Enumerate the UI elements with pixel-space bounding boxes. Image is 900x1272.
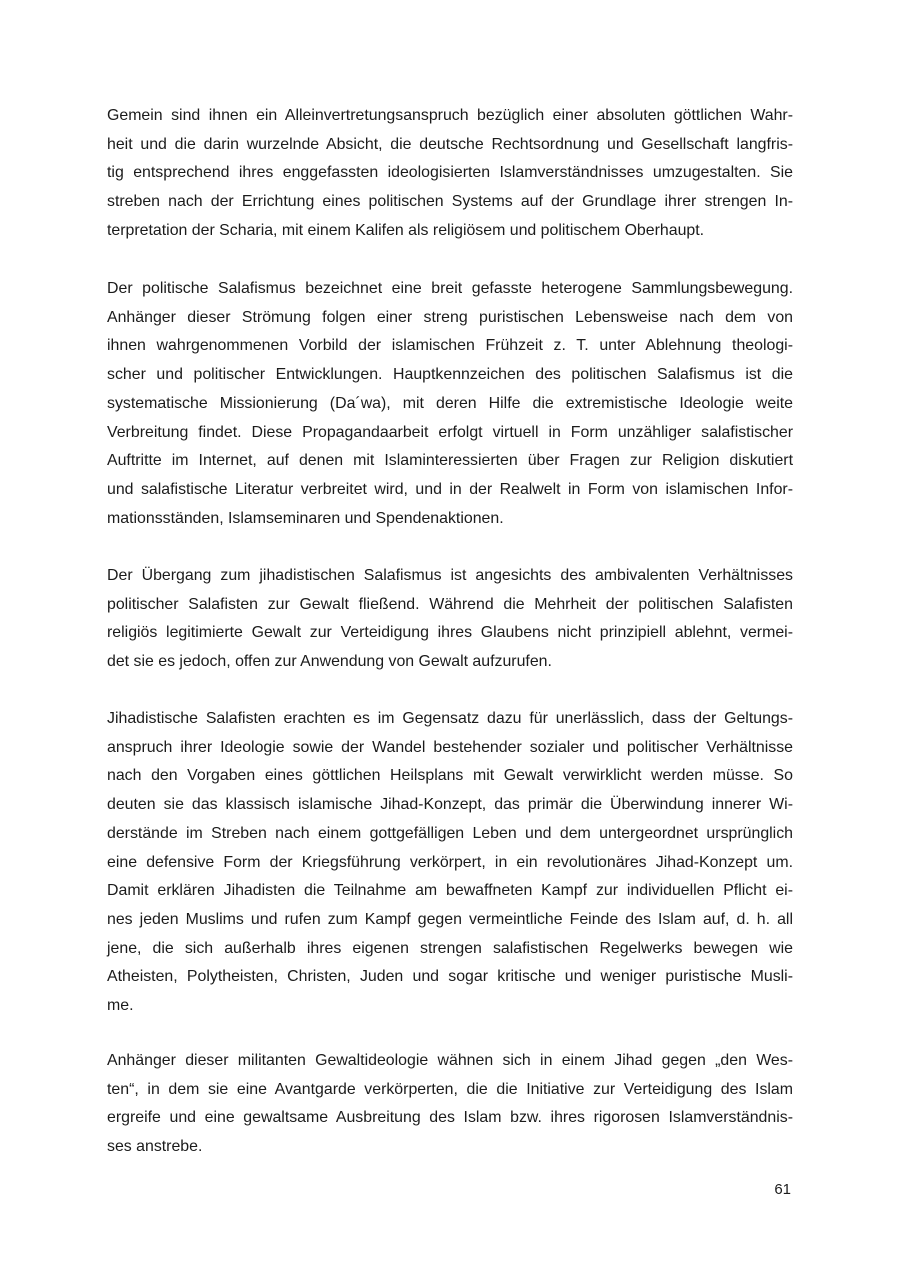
text-line: Jihadistische Salafisten erachten es im Gegensatz dazu für unerlässlich, dass der Geltungs- <box>107 710 793 727</box>
text-line: Auftritte im Internet, auf denen mit Islaminteressierten über Fragen zur Religion diskutiert <box>107 452 793 470</box>
text-line: Anhänger dieser Strömung folgen einer streng puristischen Lebensweise nach dem von <box>107 308 793 326</box>
text-line: religiös legitimierte Gewalt zur Verteidigung ihres Glaubens nicht prinzipiell ablehnt, vermei- <box>107 624 793 642</box>
text-line: ten“, in dem sie eine Avantgarde verkörperten, die die Initiative zur Verteidigung des Islam <box>107 1080 793 1098</box>
text-line: heit und die darin wurzelnde Absicht, die deutsche Rechtsordnung und Gesellschaft langfris- <box>107 135 793 153</box>
text-line: Atheisten, Polytheisten, Christen, Juden und sogar kritische und weniger puristische Musli- <box>107 968 793 986</box>
text-line: Gemein sind ihnen ein Alleinvertretungsanspruch bezüglich einer absoluten göttlichen Wahr- <box>107 107 793 124</box>
text-line: anspruch ihrer Ideologie sowie der Wandel bestehender sozialer und politischer Verhältnisse <box>107 738 793 756</box>
text-line: Der Übergang zum jihadistischen Salafismus ist angesichts des ambivalenten Verhältnisses <box>107 567 793 584</box>
text-line: Anhänger dieser militanten Gewaltideologie wähnen sich in einem Jihad gegen „den Wes- <box>107 1052 793 1069</box>
text-line: Verbreitung findet. Diese Propagandaarbeit erfolgt virtuell in Form unzähliger salafistischer <box>107 423 793 441</box>
text-line: nes jeden Muslims und rufen zum Kampf gegen vermeintliche Feinde des Islam auf, d. h. all <box>107 910 793 928</box>
text-line: nach den Vorgaben eines göttlichen Heilsplans mit Gewalt verwirklicht werden müsse. So <box>107 767 793 785</box>
text-line: deuten sie das klassisch islamische Jihad-Konzept, das primär die Überwindung innerer Wi- <box>107 796 793 814</box>
text-line: Damit erklären Jihadisten die Teilnahme am bewaffneten Kampf zur individuellen Pflicht ei- <box>107 882 793 900</box>
text-line: streben nach der Errichtung eines politischen Systems auf der Grundlage ihrer strengen In- <box>107 193 793 211</box>
paragraph-5 <box>107 1047 793 1162</box>
text-line: systematische Missionierung (Da´wa), mit deren Hilfe die extremistische Ideologie weite <box>107 394 793 412</box>
paragraph-1 <box>107 102 793 246</box>
paragraph-4 <box>107 705 793 1021</box>
text-line: Der politische Salafismus bezeichnet eine breit gefasste heterogene Sammlungsbewegung. <box>107 280 793 297</box>
text-line: terpretation der Scharia, mit einem Kalifen als religiösem und politischem Oberhaupt. <box>107 221 705 239</box>
text-line: und salafistische Literatur verbreitet wird, und in der Realwelt in Form von islamischen Infor- <box>107 480 793 498</box>
text-line: scher und politischer Entwicklungen. Hauptkennzeichen des politischen Salafismus ist die <box>107 366 793 384</box>
text-line: det sie es jedoch, offen zur Anwendung von Gewalt aufzurufen. <box>107 653 552 671</box>
text-line: jene, die sich außerhalb ihres eigenen strengen salafistischen Regelwerks bewegen wie <box>107 939 793 957</box>
text-line: me. <box>107 997 134 1015</box>
text-line: ihnen wahrgenommenen Vorbild der islamischen Frühzeit z. T. unter Ablehnung theologi- <box>107 337 793 355</box>
text-line: politischer Salafisten zur Gewalt fließend. Während die Mehrheit der politischen Salafisten <box>107 595 793 613</box>
text-line: mationsständen, Islamseminaren und Spendenaktionen. <box>107 509 504 527</box>
text-line: tig entsprechend ihres enggefassten ideologisierten Islamverständnisses umzugestalten. Sie <box>107 164 793 182</box>
text-line: derstände im Streben nach einem gottgefälligen Leben und dem untergeordnet ursprünglich <box>107 824 793 842</box>
paragraph-2 <box>107 275 793 533</box>
text-line: ses anstrebe. <box>107 1138 203 1156</box>
page-number: 61 <box>774 1181 791 1198</box>
text-line: ergreife und eine gewaltsame Ausbreitung des Islam bzw. ihres rigorosen Islamverständnis- <box>107 1109 793 1127</box>
paragraph-3 <box>107 562 793 677</box>
text-line: eine defensive Form der Kriegsführung verkörpert, in ein revolutionäres Jihad-Konzept um. <box>107 853 793 871</box>
